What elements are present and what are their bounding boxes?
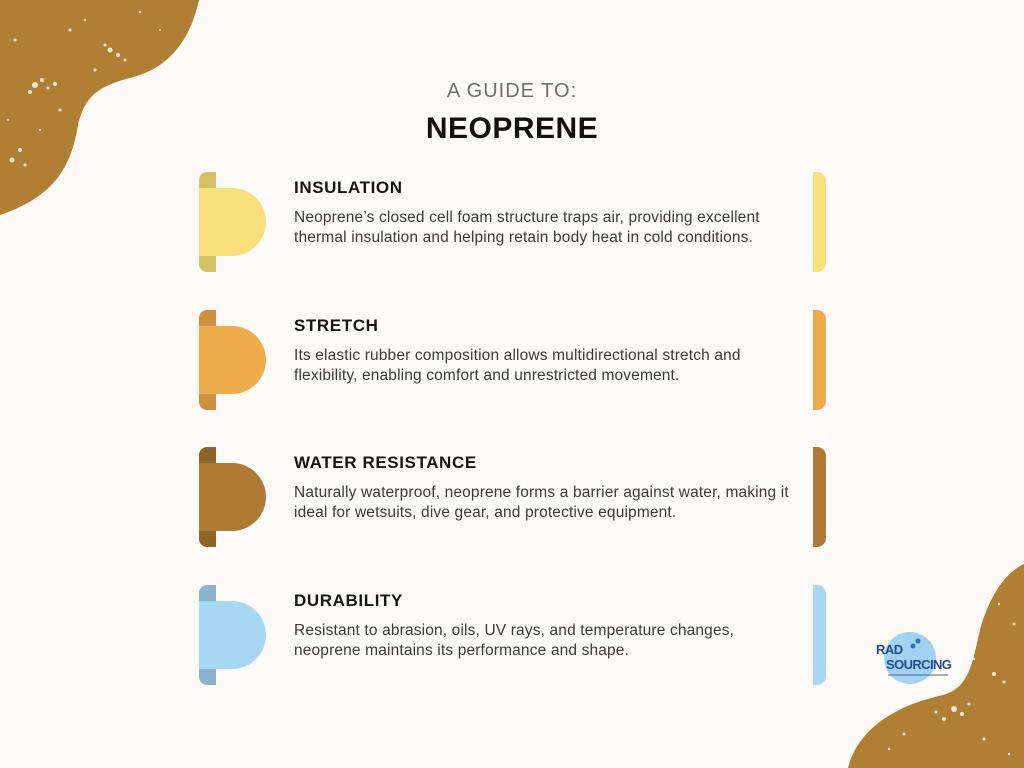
card-description: Resistant to abrasion, oils, UV rays, and temperature changes, neoprene maintains its performance and shape.: [294, 622, 735, 659]
card-accent-bar: [813, 447, 826, 547]
card-description: Naturally waterproof, neoprene forms a barrier against water, making it ideal for wetsuits, dive gear, and protective equipment.: [294, 484, 789, 521]
card-tab-marker: [199, 326, 266, 394]
card-heading: STRETCH: [294, 316, 379, 335]
feature-card-stretch: [199, 310, 826, 410]
rad-sourcing-logo: [874, 632, 952, 688]
card-description: Neoprene’s closed cell foam structure traps air, providing excellent thermal insulation and helping retain body heat in cold conditions.: [294, 209, 760, 246]
card-accent-bar: [813, 310, 826, 410]
card-heading: WATER RESISTANCE: [294, 453, 477, 472]
logo-text-rad: RAD: [876, 642, 903, 657]
page-title: NEOPRENE: [425, 112, 599, 145]
card-accent-bar: [813, 172, 826, 272]
card-tab-marker: [199, 463, 266, 531]
card-heading: INSULATION: [294, 178, 403, 197]
card-tab-marker: [199, 601, 266, 669]
card-heading: DURABILITY: [294, 591, 403, 610]
page-header: [0, 79, 1024, 147]
logo-tagline: [888, 674, 948, 676]
feature-card-durability: [199, 585, 826, 685]
logo-text-sourcing: SOURCING: [886, 657, 952, 672]
card-tab-marker: [199, 188, 266, 256]
feature-card-water-resistance: [199, 447, 826, 547]
card-accent-bar: [813, 585, 826, 685]
feature-card-insulation: [199, 172, 826, 272]
card-description: Its elastic rubber composition allows multidirectional stretch and flexibility, enabling comfort and unrestricted movement.: [294, 347, 741, 384]
water-drops-icon: [909, 638, 923, 650]
page-subtitle: A GUIDE TO:: [446, 80, 578, 102]
